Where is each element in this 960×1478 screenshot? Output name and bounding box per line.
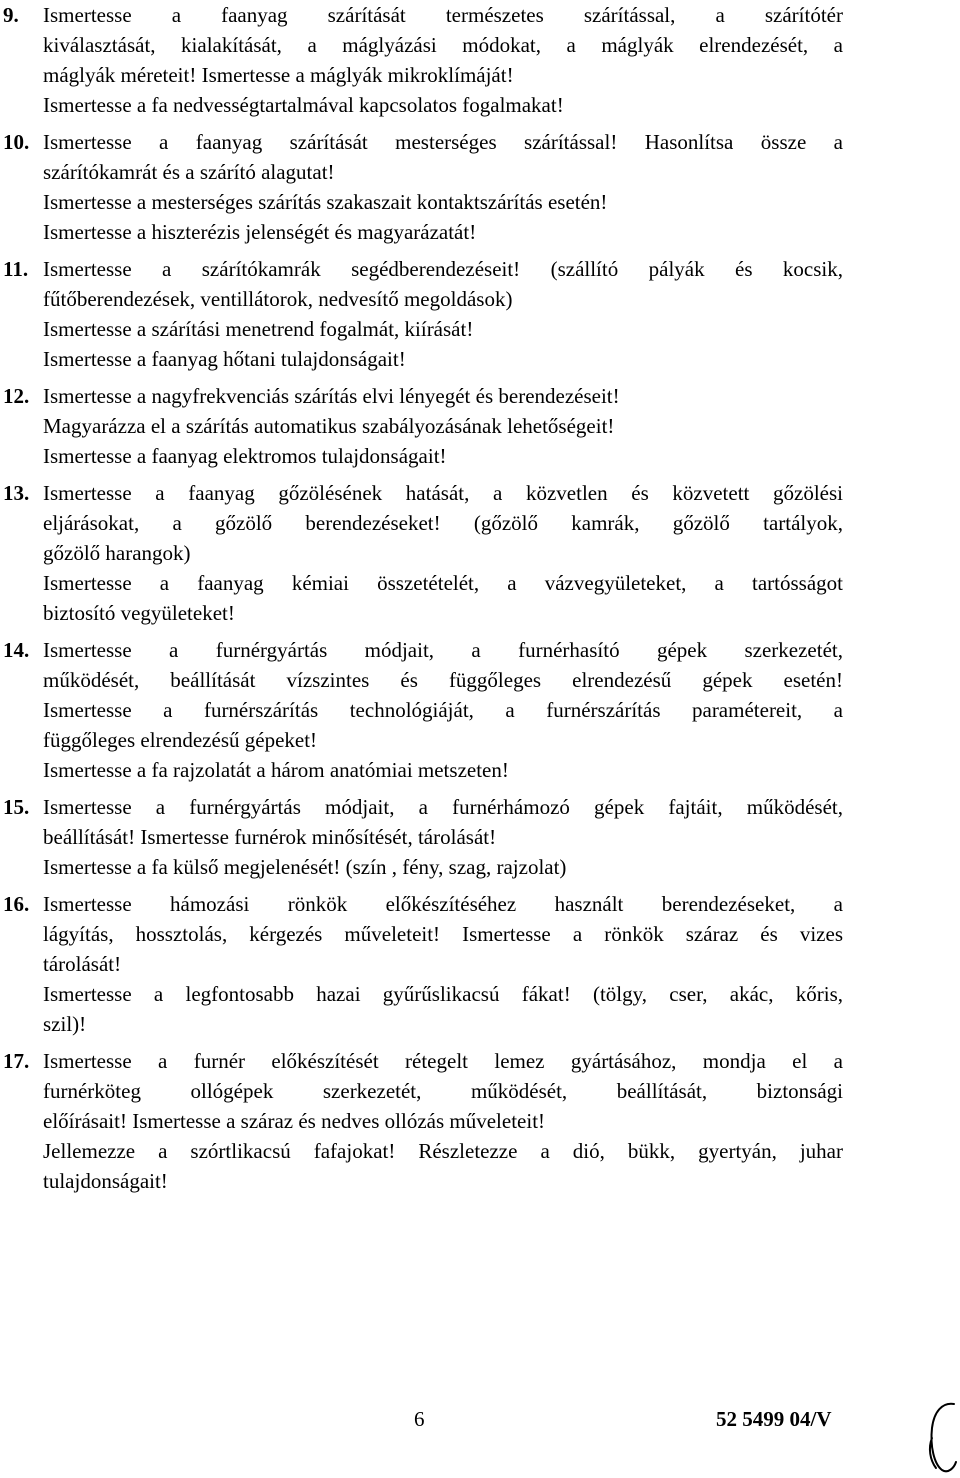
question-text-line: működését, beállítását vízszintes és függőleges elrendezésű gépek esetén! — [43, 668, 843, 692]
question-text-line: Jellemezze a szórtlikacsú fafajokat! Részletezze a dió, bükk, gyertyán, juhar — [43, 1139, 843, 1163]
question-text-line: Ismertesse a fa külső megjelenését! (szín , fény, szag, rajzolat) — [43, 855, 567, 879]
question-text-line: Ismertesse a furnérgyártás módjait, a furnérhámozó gépek fajtáit, működését, — [43, 795, 843, 819]
document-code: 52 5499 04/V — [716, 1407, 832, 1431]
question-number: 12. — [3, 384, 30, 408]
question-text-line: eljárásokat, a gőzölő berendezéseket! (gőzölő kamrák, gőzölő tartályok, — [43, 511, 843, 535]
question-number: 14. — [3, 638, 30, 662]
question-text-line: Ismertesse a faanyag kémiai összetételét, a vázvegyületeket, a tartósságot — [43, 571, 843, 595]
handwritten-signature — [924, 1398, 960, 1478]
question-text-line: szil)! — [43, 1012, 87, 1036]
question-text-line: függőleges elrendezésű gépeket! — [43, 728, 318, 752]
question-text-line: szárítókamrát és a szárító alagutat! — [43, 160, 335, 184]
question-text-line: beállítását! Ismertesse furnérok minősítését, tárolását! — [43, 825, 497, 849]
question-number: 13. — [3, 481, 30, 505]
question-text-line: furnérköteg ollógépek szerkezetét, működését, beállítását, biztonsági — [43, 1079, 843, 1103]
question-number: 10. — [3, 130, 30, 154]
question-text-line: biztosító vegyületeket! — [43, 601, 235, 625]
page-number: 6 — [414, 1407, 425, 1431]
question-text-line: Ismertesse a faanyag szárítását természetes szárítással, a szárítótér — [43, 3, 843, 27]
question-text-line: Ismertesse a szárítási menetrend fogalmát, kiírását! — [43, 317, 474, 341]
question-text-line: Ismertesse a nagyfrekvenciás szárítás elvi lényegét és berendezéseit! — [43, 384, 620, 408]
question-text-line: Magyarázza el a szárítás automatikus szabályozásának lehetőségeit! — [43, 414, 615, 438]
question-number: 15. — [3, 795, 30, 819]
question-text-line: gőzölő harangok) — [43, 541, 191, 565]
question-text-line: Ismertesse a faanyag gőzölésének hatását, a közvetlen és közvetett gőzölési — [43, 481, 843, 505]
question-text-line: Ismertesse a hiszterézis jelenségét és magyarázatát! — [43, 220, 477, 244]
question-text-line: előírásait! Ismertesse a száraz és nedves ollózás műveleteit! — [43, 1109, 546, 1133]
question-text-line: Ismertesse a faanyag szárítását mesterséges szárítással! Hasonlítsa össze a — [43, 130, 843, 154]
question-number: 16. — [3, 892, 30, 916]
question-text-line: Ismertesse a mesterséges szárítás szakaszait kontaktszárítás esetén! — [43, 190, 608, 214]
question-text-line: lágyítás, hossztolás, kérgezés műveleteit! Ismertesse a rönkök száraz és vizes — [43, 922, 843, 946]
question-text-line: Ismertesse a faanyag hőtani tulajdonságait! — [43, 347, 406, 371]
question-text-line: Ismertesse hámozási rönkök előkészítéséhez használt berendezéseket, a — [43, 892, 843, 916]
question-text-line: Ismertesse a fa nedvességtartalmával kapcsolatos fogalmakat! — [43, 93, 564, 117]
question-text-line: fűtőberendezések, ventillátorok, nedvesítő megoldások) — [43, 287, 513, 311]
question-text-line: Ismertesse a legfontosabb hazai gyűrűslikacsú fákat! (tölgy, cser, akác, kőris, — [43, 982, 843, 1006]
question-number: 17. — [3, 1049, 30, 1073]
question-text-line: Ismertesse a fa rajzolatát a három anatómiai metszeten! — [43, 758, 509, 782]
question-text-line: Ismertesse a furnérszárítás technológiáját, a furnérszárítás paramétereit, a — [43, 698, 843, 722]
question-text-line: Ismertesse a furnér előkészítését rétegelt lemez gyártásához, mondja el a — [43, 1049, 843, 1073]
question-text-line: Ismertesse a furnérgyártás módjait, a furnérhasító gépek szerkezetét, — [43, 638, 843, 662]
question-text-line: máglyák méreteit! Ismertesse a máglyák mikroklímáját! — [43, 63, 514, 87]
question-number: 11. — [3, 257, 29, 281]
question-text-line: tulajdonságait! — [43, 1169, 168, 1193]
question-text-line: Ismertesse a szárítókamrák segédberendezéseit! (szállító pályák és kocsik, — [43, 257, 843, 281]
question-text-line: kiválasztását, kialakítását, a máglyázási módokat, a máglyák elrendezését, a — [43, 33, 843, 57]
question-text-line: tárolását! — [43, 952, 122, 976]
question-text-line: Ismertesse a faanyag elektromos tulajdonságait! — [43, 444, 447, 468]
question-number: 9. — [3, 3, 19, 27]
